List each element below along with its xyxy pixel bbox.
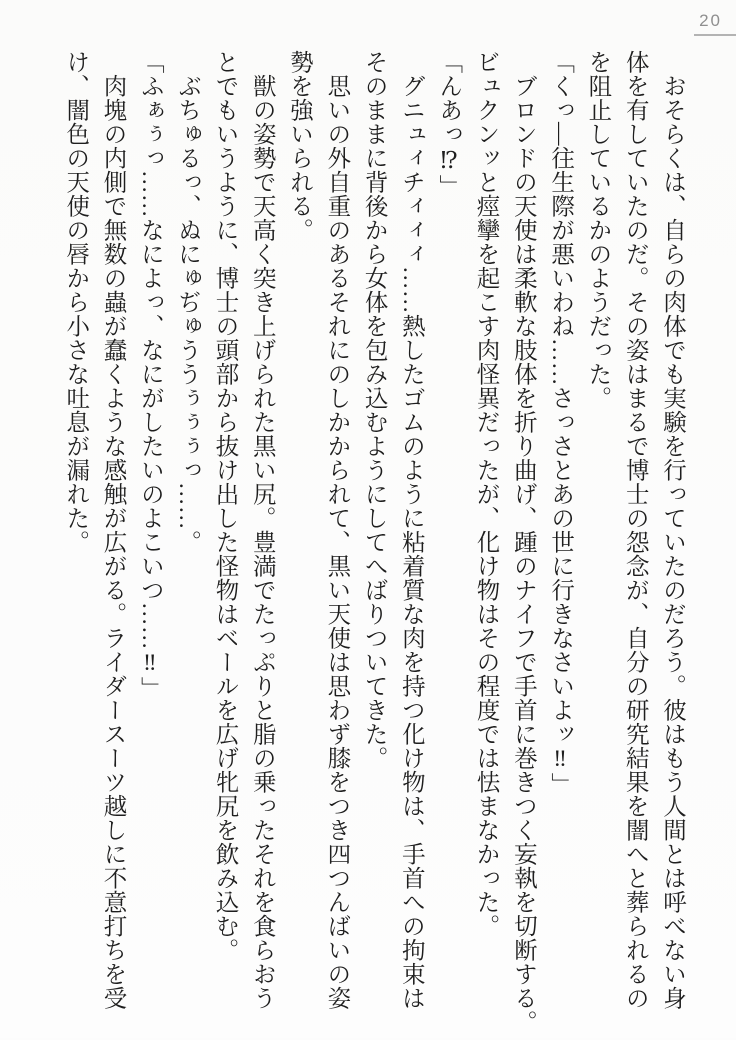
text-line: とでもいうように、博士の頭部から抜け出した怪物はベールを広げ牝尻を飲み込む。 bbox=[211, 50, 238, 962]
text-line: 勢を強いられる。 bbox=[286, 50, 313, 242]
text-line: ぶちゅるっ、ぬにゅぢゅううぅぅぅっ……。 bbox=[174, 50, 201, 554]
text-line: ビュクンッと痙攣を起こす肉怪異だったが、化け物はその程度では怯まなかった。 bbox=[472, 50, 499, 938]
text-line: け、闇色の天使の唇から小さな吐息が漏れた。 bbox=[62, 50, 89, 554]
text-line: 肉塊の内側で無数の蟲が蠢くような感触が広がる。ライダースーツ越しに不意打ちを受 bbox=[99, 50, 126, 1010]
text-line: おそらくは、自らの肉体でも実験を行っていたのだろう。彼はもう人間とは呼べない身 bbox=[659, 50, 685, 1010]
text-line: 体を有していたのだ。その姿はまるで博士の怨念が、自分の研究結果を闇へと葬られるの bbox=[621, 50, 648, 1010]
text-line: 思いの外自重のあるそれにのしかかられて、黒い天使は思わず膝をつき四つんばいの姿 bbox=[323, 50, 350, 1010]
text-area bbox=[56, 50, 690, 1040]
text-line: グニュィチィィィ……熱したゴムのように粘着質な肉を持つ化け物は、手首への拘束は bbox=[397, 50, 424, 1010]
text-line: 「んあっ⁉」 bbox=[435, 50, 462, 199]
text-line: 「ふぁぅっ……なによっ、なにがしたいのよこいつ……‼」 bbox=[136, 50, 163, 701]
page-number-rule bbox=[694, 34, 736, 36]
text-line: そのままに背後から女体を包み込むようにしてへばりついてきた。 bbox=[360, 50, 387, 770]
text-line: 獣の姿勢で天高く突き上げられた黒い尻。豊満でたっぷりと脂の乗ったそれを食らおう bbox=[248, 50, 275, 1010]
page-header bbox=[694, 12, 736, 36]
text-line: を阻止しているかのようだった。 bbox=[584, 50, 611, 410]
text-line: 「くっ―往生際が悪いわね……さっさとあの世に行きなさいよッ‼」 bbox=[547, 50, 574, 797]
text-line: ブロンドの天使は柔軟な肢体を折り曲げ、踵のナイフで手首に巻きつく妄執を切断する。 bbox=[509, 50, 536, 1034]
page-number: 20 bbox=[699, 11, 722, 30]
